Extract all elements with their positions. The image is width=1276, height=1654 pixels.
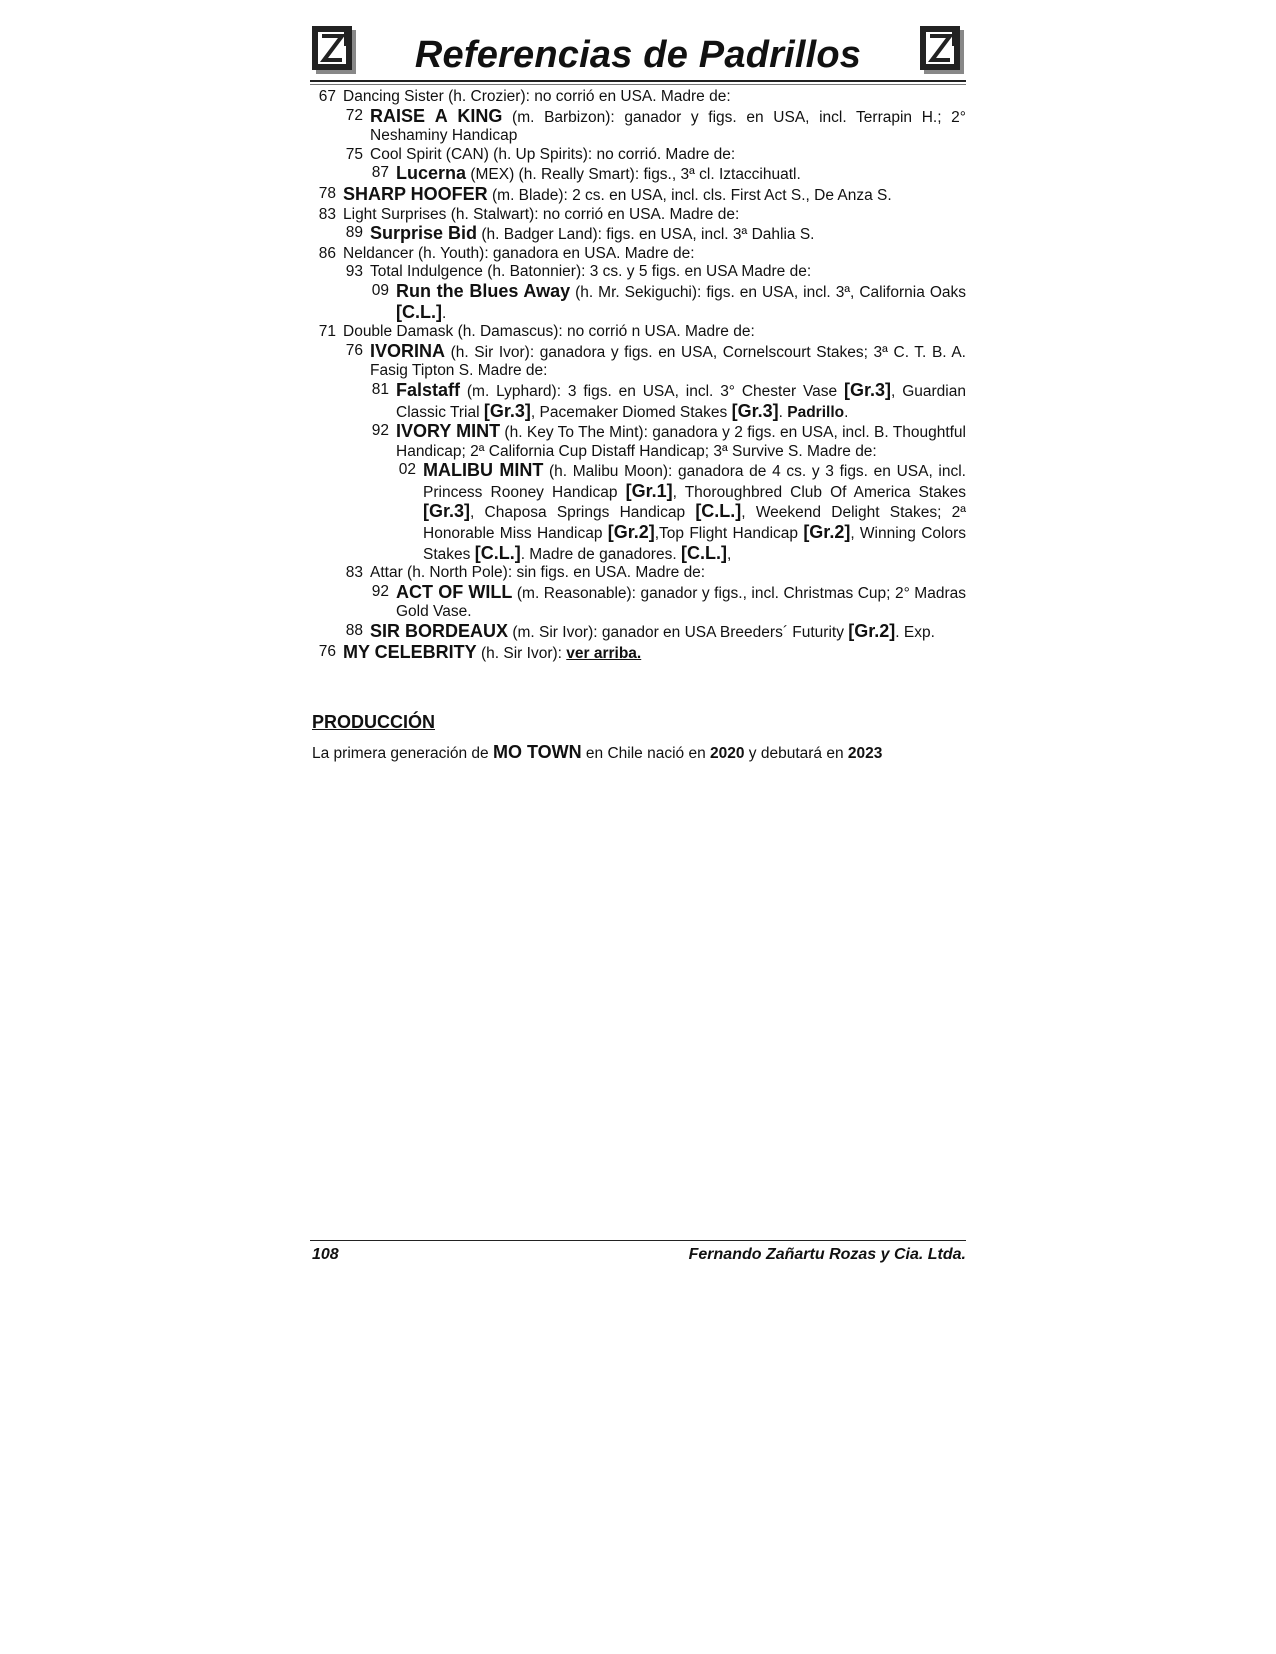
entry-text <box>343 245 966 264</box>
horse-name: SHARP HOOFER <box>343 183 488 204</box>
entry-text-part: Padrillo <box>787 403 845 421</box>
entry-year: 88 <box>345 622 363 640</box>
race-grade: [Gr.2] <box>607 522 655 543</box>
entry-year: 83 <box>345 564 363 582</box>
pedigree-entry <box>310 185 966 206</box>
publisher-name: Fernando Zañartu Rozas y Cia. Ltda. <box>688 1246 966 1263</box>
entry-year: 83 <box>318 205 336 223</box>
entry-text-part: (m. Blade): 2 cs. en USA, incl. cls. First Act S., De Anza S. <box>487 186 892 204</box>
entry-year: 76 <box>318 642 336 660</box>
page-header <box>310 24 966 86</box>
horse-name: Lucerna <box>396 163 467 184</box>
entry-text-part: (h. Key To The Mint): ganadora y 2 figs. en USA, incl. B. Thoughtful Handicap; 2ª California Cup Distaff Handicap; 3ª Survive S. Madre de: <box>396 424 966 460</box>
entry-text <box>396 583 966 622</box>
entry-year: 76 <box>345 341 363 359</box>
race-grade: [C.L.] <box>396 301 442 322</box>
horse-name: MY CELEBRITY <box>343 641 477 662</box>
entry-text <box>343 643 966 664</box>
race-grade: [Gr.3] <box>423 501 471 522</box>
pedigree-list <box>310 88 966 663</box>
entry-text <box>370 146 966 165</box>
entry-text-part: Dancing Sister (h. Crozier): no corrió en USA. Madre de: <box>343 88 731 105</box>
entry-year: 09 <box>371 281 389 299</box>
entry-text-part: Double Damask (h. Damascus): no corrió n USA. Madre de: <box>343 323 755 341</box>
race-grade: [C.L.] <box>474 542 521 563</box>
pedigree-entry <box>337 564 966 583</box>
pedigree-entry <box>363 282 966 323</box>
entry-text-part: Attar (h. North Pole): sin figs. en USA. Madre de: <box>370 564 706 582</box>
horse-name: MALIBU MINT <box>423 460 544 481</box>
pedigree-entry <box>363 164 966 185</box>
entry-text-part: (MEX) (h. Really Smart): figs., 3ª cl. Iztaccihuatl. <box>466 166 801 184</box>
production-text: en Chile nació en <box>581 745 710 762</box>
entry-text <box>370 564 966 583</box>
horse-name: RAISE A KING <box>370 105 503 126</box>
entry-text-part: (h. Malibu Moon): ganadora de 4 cs. y 3 figs. en USA, incl. Princess Rooney Handicap <box>423 463 966 501</box>
entry-text-part: . <box>844 403 849 421</box>
pedigree-entry <box>310 206 966 225</box>
production-horse-name: MO TOWN <box>492 742 582 762</box>
production-text: La primera generación de <box>312 745 493 762</box>
race-grade: [Gr.2] <box>848 621 896 642</box>
entry-year: 71 <box>318 323 336 341</box>
entry-text-part: Neldancer (h. Youth): ganadora en USA. Madre de: <box>343 244 695 262</box>
pedigree-entry <box>390 461 966 564</box>
production-text: y debutará en <box>744 745 848 762</box>
production-year-born: 2020 <box>710 745 745 762</box>
pedigree-entry <box>337 146 966 165</box>
entry-text-part: (h. Sir Ivor): ganadora y figs. en USA, Cornelscourt Stakes; 3ª C. T. B. A. Fasig Tipton S. Madre de: <box>370 343 966 380</box>
fz-logo-icon <box>918 24 966 76</box>
entry-text-part: , Thoroughbred Club Of America Stakes <box>672 483 966 501</box>
section-title-production: PRODUCCIÓN <box>312 712 436 732</box>
entry-text <box>370 342 966 381</box>
entry-text-part: (m. Reasonable): ganador y figs., incl. Christmas Cup; 2° Madras Gold Vase. <box>396 584 966 621</box>
horse-name: IVORINA <box>370 340 446 361</box>
production-year-debut: 2023 <box>847 745 883 762</box>
entry-text <box>343 206 966 225</box>
horse-name: Run the Blues Away <box>396 280 571 301</box>
pedigree-entry <box>337 622 966 643</box>
pedigree-entry <box>337 342 966 381</box>
entry-year: 86 <box>318 244 336 262</box>
horse-name: SIR BORDEAUX <box>370 621 509 642</box>
entry-year: 72 <box>345 106 363 124</box>
entry-year: 89 <box>345 224 363 242</box>
entry-text <box>343 323 966 342</box>
entry-text <box>370 107 966 146</box>
entry-text-part: , <box>726 545 732 563</box>
race-grade: [Gr.3] <box>731 400 779 421</box>
horse-name: IVORY MINT <box>396 421 501 442</box>
entry-text-part: . Exp. <box>895 624 935 642</box>
race-grade: [C.L.] <box>695 501 742 522</box>
entry-text <box>396 381 966 422</box>
entry-text-part: (h. Mr. Sekiguchi): figs. en USA, incl. 3ª, California Oaks <box>570 283 966 301</box>
entry-year: 87 <box>371 164 389 182</box>
entry-year: 67 <box>318 88 336 105</box>
pedigree-entry <box>363 583 966 622</box>
entry-text <box>370 224 966 245</box>
entry-text-part: , Winning Colors Stakes <box>423 525 966 563</box>
pedigree-entry <box>363 381 966 422</box>
pedigree-entry <box>310 88 966 107</box>
horse-name: Falstaff <box>396 379 461 400</box>
entry-text <box>396 164 966 185</box>
entry-year: 78 <box>318 184 336 202</box>
race-grade: [C.L.] <box>680 542 727 563</box>
entry-text <box>343 88 966 107</box>
entry-text-part: . <box>441 304 447 322</box>
entry-year: 93 <box>345 263 363 281</box>
entry-text-part: (h. Sir Ivor): <box>476 644 567 662</box>
entry-year: 75 <box>345 145 363 163</box>
entry-text <box>423 461 966 564</box>
entry-text-part: Cool Spirit (CAN) (h. Up Spirits): no corrió. Madre de: <box>370 145 736 163</box>
entry-year: 02 <box>398 461 416 479</box>
entry-text-part: (h. Badger Land): figs. en USA, incl. 3ª Dahlia S. <box>477 226 815 244</box>
entry-text <box>396 422 966 461</box>
entry-text-part: , Guardian Classic Trial <box>396 382 966 421</box>
entry-text-part: (m. Lyphard): 3 figs. en USA, incl. 3° Chester Vase <box>460 382 845 400</box>
entry-text-part: . <box>778 403 788 421</box>
pedigree-entry <box>337 107 966 146</box>
footer-divider <box>310 1240 966 1241</box>
pedigree-entry <box>337 224 966 245</box>
entry-text-part: , Chaposa Springs Handicap <box>470 504 696 522</box>
page-number: 108 <box>312 1246 339 1263</box>
entry-year: 81 <box>371 380 389 398</box>
race-grade: [Gr.2] <box>803 522 851 543</box>
entry-text-part: (m. Sir Ivor): ganador en USA Breeders´ Futurity <box>508 624 849 642</box>
pedigree-entry <box>310 323 966 342</box>
entry-text <box>370 263 966 282</box>
entry-text-part: (m. Barbizon): ganador y figs. en USA, incl. Terrapin H.; 2° Neshaminy Handicap <box>370 108 966 145</box>
production-paragraph <box>312 742 972 763</box>
horse-name: Surprise Bid <box>370 223 478 244</box>
entry-text-part: . Madre de ganadores. <box>520 545 681 563</box>
entry-text-part: , Weekend Delight Stakes; 2ª Honorable Miss Handicap <box>423 504 966 543</box>
pedigree-entry <box>363 422 966 461</box>
header-divider <box>310 80 966 85</box>
entry-text-part: ver arriba. <box>566 644 642 662</box>
race-grade: [Gr.3] <box>483 400 531 421</box>
entry-text-part: , Pacemaker Diomed Stakes <box>530 403 732 421</box>
entry-text <box>343 185 966 206</box>
entry-text-part: ,Top Flight Handicap <box>654 525 804 543</box>
pedigree-entry <box>337 263 966 282</box>
entry-year: 92 <box>371 422 389 440</box>
entry-text-part: Light Surprises (h. Stalwart): no corrió en USA. Madre de: <box>343 205 740 223</box>
race-grade: [Gr.1] <box>625 480 673 501</box>
pedigree-entry <box>310 245 966 264</box>
entry-text-part: Total Indulgence (h. Batonnier): 3 cs. y 5 figs. en USA Madre de: <box>370 263 812 281</box>
race-grade: [Gr.3] <box>844 379 892 400</box>
entry-year: 92 <box>371 582 389 600</box>
horse-name: ACT OF WILL <box>396 581 513 602</box>
entry-text <box>370 622 966 643</box>
page-title: Referencias de Padrillos <box>414 34 862 76</box>
pedigree-entry <box>310 643 966 664</box>
entry-text <box>396 282 966 323</box>
